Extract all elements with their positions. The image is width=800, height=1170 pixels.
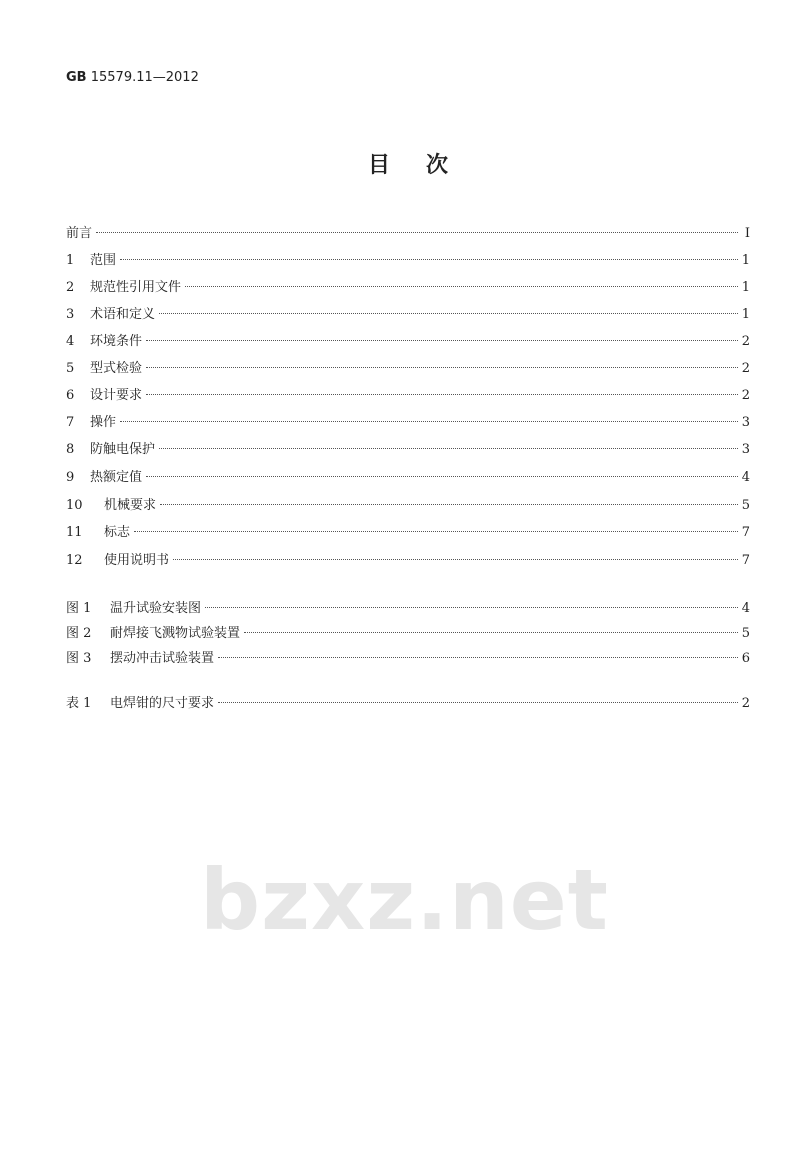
entry-label: 摆动冲击试验装置 xyxy=(110,651,215,666)
toc-entry[interactable] xyxy=(66,249,750,267)
dot-leader xyxy=(244,632,738,633)
entry-page: 1 xyxy=(741,307,750,322)
entry-page: 7 xyxy=(741,553,750,568)
entry-label: 机械要求 xyxy=(104,498,157,513)
entry-page: 1 xyxy=(741,253,750,268)
entry-page: 3 xyxy=(741,442,750,457)
toc-entry[interactable] xyxy=(66,647,750,665)
entry-label: 热额定值 xyxy=(90,470,143,485)
entry-label: 术语和定义 xyxy=(90,307,156,322)
dot-leader xyxy=(159,313,738,314)
toc-entry[interactable] xyxy=(66,330,750,348)
entry-number: 1 xyxy=(66,253,75,268)
toc-entry[interactable] xyxy=(66,276,750,294)
entry-label: 电焊钳的尺寸要求 xyxy=(110,696,215,711)
toc-entry[interactable] xyxy=(66,597,750,615)
entry-number: 10 xyxy=(66,498,83,513)
entry-page: I xyxy=(744,226,750,241)
entry-number: 图 1 xyxy=(66,601,92,616)
entry-label: 环境条件 xyxy=(90,334,143,349)
entry-number: 9 xyxy=(66,470,75,485)
dot-leader xyxy=(160,504,738,505)
entry-page: 2 xyxy=(741,361,750,376)
toc-entry[interactable] xyxy=(66,222,750,240)
code-number: 15579.11—2012 xyxy=(90,70,199,85)
entry-page: 2 xyxy=(741,334,750,349)
dot-leader xyxy=(146,394,738,395)
toc-entry[interactable] xyxy=(66,466,750,484)
toc-entry[interactable] xyxy=(66,384,750,402)
dot-leader xyxy=(185,286,738,287)
entry-number: 图 2 xyxy=(66,626,92,641)
dot-leader xyxy=(146,367,738,368)
toc-entry[interactable] xyxy=(66,438,750,456)
standard-code xyxy=(66,70,199,85)
entry-page: 2 xyxy=(741,388,750,403)
watermark: bzxz.net xyxy=(200,851,609,949)
entry-label: 型式检验 xyxy=(90,361,143,376)
entry-number: 4 xyxy=(66,334,75,349)
dot-leader xyxy=(134,531,738,532)
entry-label: 设计要求 xyxy=(90,388,143,403)
toc-entry[interactable] xyxy=(66,622,750,640)
entry-page: 1 xyxy=(741,280,750,295)
entry-page: 6 xyxy=(741,651,750,666)
dot-leader xyxy=(159,448,738,449)
dot-leader xyxy=(218,702,738,703)
dot-leader xyxy=(146,476,738,477)
entry-label: 温升试验安装图 xyxy=(110,601,202,616)
entry-number: 图 3 xyxy=(66,651,92,666)
entry-number: 11 xyxy=(66,525,83,540)
entry-number: 3 xyxy=(66,307,75,322)
entry-number: 5 xyxy=(66,361,75,376)
entry-label: 防触电保护 xyxy=(90,442,156,457)
toc-entry[interactable] xyxy=(66,692,750,710)
toc-entry[interactable] xyxy=(66,521,750,539)
entry-page: 2 xyxy=(741,696,750,711)
entry-label: 使用说明书 xyxy=(104,553,170,568)
toc-entry[interactable] xyxy=(66,357,750,375)
toc-entry[interactable] xyxy=(66,494,750,512)
entry-label: 操作 xyxy=(90,415,117,430)
toc-entry[interactable] xyxy=(66,411,750,429)
dot-leader xyxy=(173,559,738,560)
page-title: 目次 xyxy=(368,153,485,178)
dot-leader xyxy=(205,607,738,608)
entry-label: 标志 xyxy=(104,525,131,540)
toc-entry[interactable] xyxy=(66,303,750,321)
entry-number: 8 xyxy=(66,442,75,457)
dot-leader xyxy=(120,259,738,260)
dot-leader xyxy=(96,232,738,233)
entry-page: 5 xyxy=(741,498,750,513)
dot-leader xyxy=(218,657,738,658)
entry-page: 5 xyxy=(741,626,750,641)
entry-label: 规范性引用文件 xyxy=(90,280,182,295)
entry-label: 范围 xyxy=(90,253,117,268)
entry-page: 4 xyxy=(741,470,750,485)
entry-label: 耐焊接飞溅物试验装置 xyxy=(110,626,241,641)
entry-number: 7 xyxy=(66,415,75,430)
entry-number: 6 xyxy=(66,388,75,403)
entry-page: 3 xyxy=(741,415,750,430)
entry-number: 表 1 xyxy=(66,696,92,711)
entry-page: 7 xyxy=(741,525,750,540)
entry-label: 前言 xyxy=(66,226,93,241)
entry-number: 12 xyxy=(66,553,83,568)
dot-leader xyxy=(120,421,738,422)
entry-number: 2 xyxy=(66,280,75,295)
dot-leader xyxy=(146,340,738,341)
entry-page: 4 xyxy=(741,601,750,616)
toc-entry[interactable] xyxy=(66,549,750,567)
code-prefix: GB xyxy=(66,70,87,85)
